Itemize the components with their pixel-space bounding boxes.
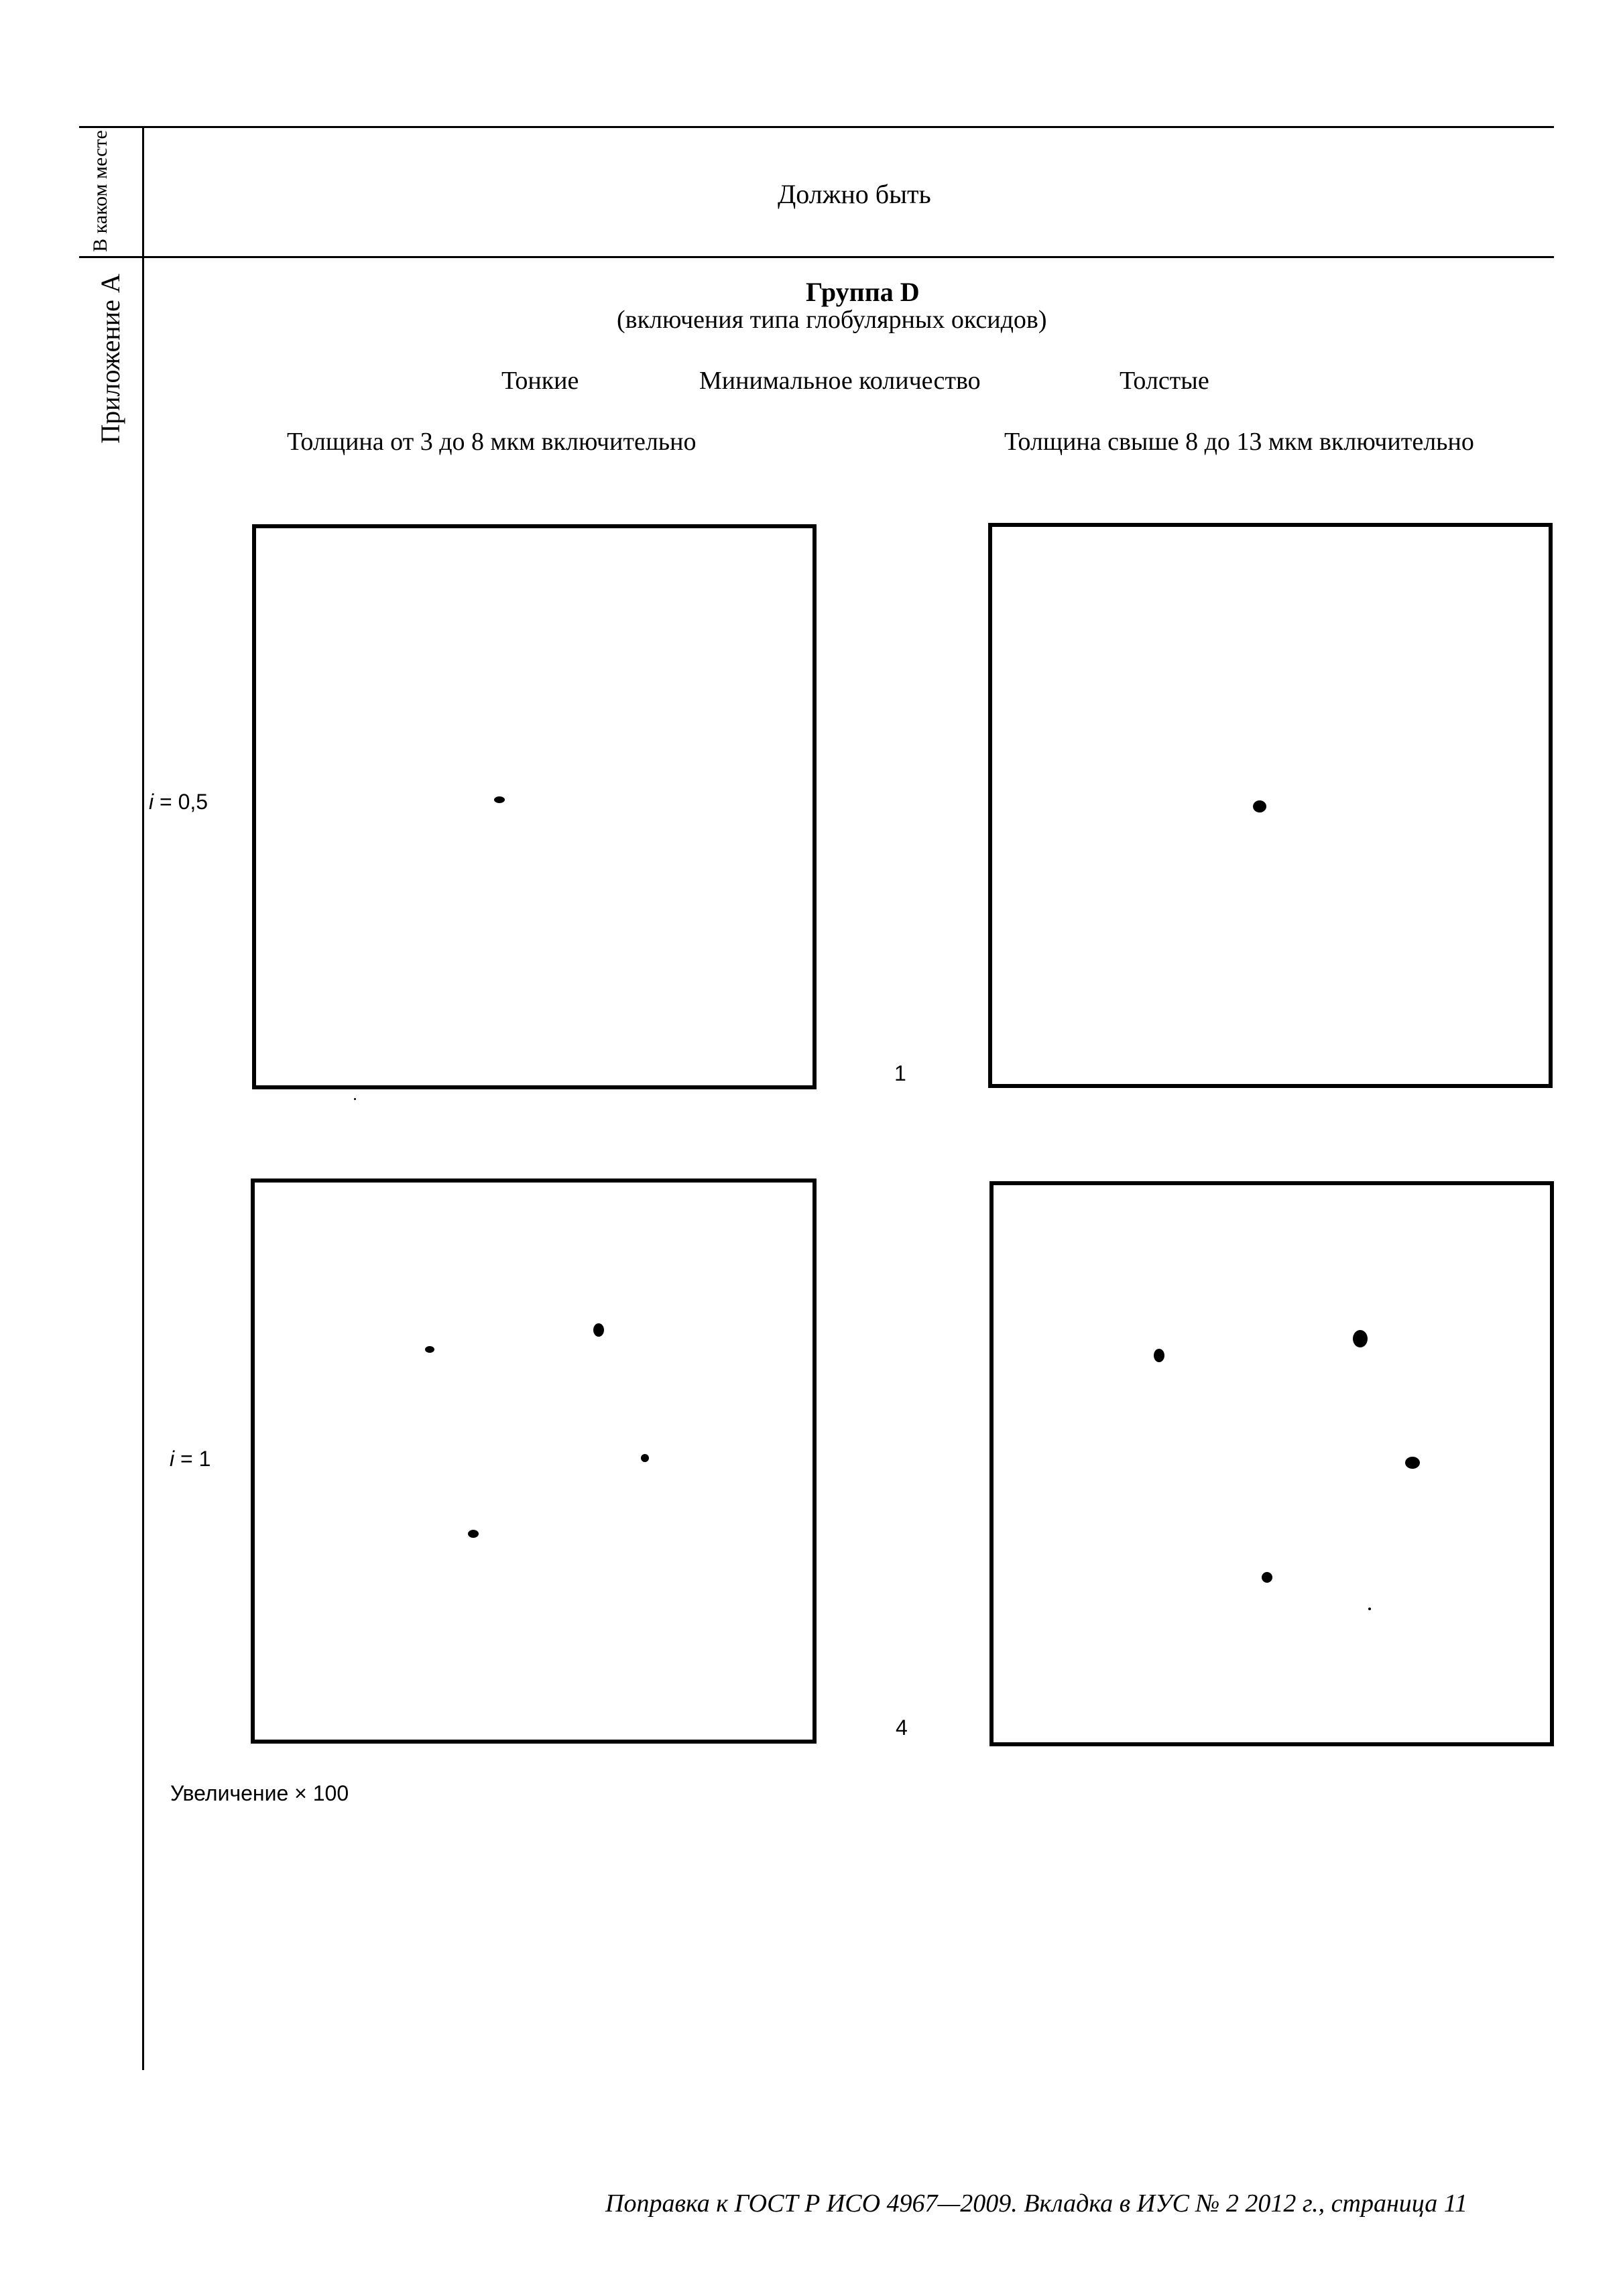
appendix-side-label: Приложение А [95,274,125,444]
inclusion-dot [1353,1330,1368,1347]
inclusion-dot [1253,800,1266,812]
group-subtitle: (включения типа глобулярных оксидов) [617,306,1047,334]
stray-speck [354,1098,356,1100]
thickness-thick-label: Толщина свыше 8 до 13 мкм включительно [1004,428,1474,456]
thick-sample-field [988,523,1553,1088]
index-value: = 1 [174,1447,211,1471]
inclusion-count-label: 1 [894,1061,906,1085]
thick-sample-field [989,1181,1554,1746]
row-index-label [170,1447,211,1471]
inclusion-dot [1262,1572,1272,1583]
stray-speck [1368,1608,1371,1610]
index-variable: i [170,1447,175,1471]
should-be-header: Должно быть [778,179,931,209]
column-divider [142,126,144,2070]
index-value: = 0,5 [154,790,208,814]
category-minimum: Минимальное количество [699,367,981,395]
where-header-label: В каком месте [89,130,111,252]
inclusion-dot [1154,1349,1164,1362]
inclusion-dot [641,1454,649,1462]
thin-sample-field [252,524,817,1089]
inclusion-dot [1405,1457,1420,1469]
header-top-rule [79,126,1554,128]
group-title: Группа D [806,277,920,307]
page-footer: Поправка к ГОСТ Р ИСО 4967—2009. Вкладка в ИУС № 2 2012 г., страница 11 [605,2189,1467,2218]
inclusion-dot [468,1530,479,1538]
inclusion-dot [593,1323,604,1337]
inclusion-dot [425,1346,434,1353]
inclusion-dot [494,796,505,803]
thickness-thin-label: Толщина от 3 до 8 мкм включительно [287,428,697,456]
row-index-label [149,790,208,814]
header-bottom-rule [79,256,1554,258]
thin-sample-field [251,1179,817,1744]
category-thin: Тонкие [501,367,579,395]
inclusion-count-label: 4 [896,1715,908,1740]
category-thick: Толстые [1120,367,1209,395]
index-variable: i [149,790,154,814]
magnification-label: Увеличение × 100 [170,1781,349,1805]
